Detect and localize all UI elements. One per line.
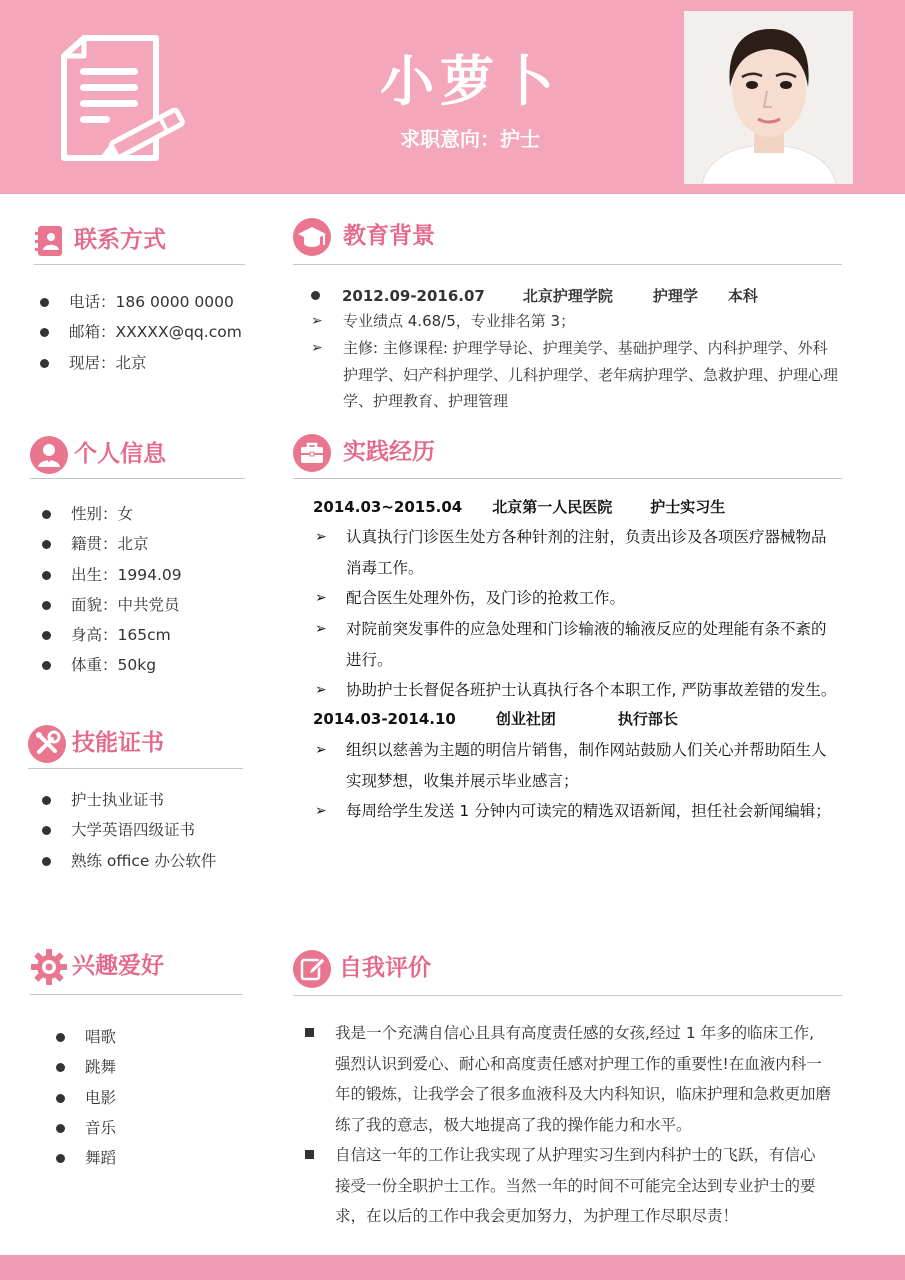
education-gpa: 专业绩点 4.68/5，专业排名第 3； <box>343 312 576 330</box>
arrow-bullet-icon: ➢ <box>315 742 327 758</box>
education-courses-line: 主修: 主修课程: 护理学导论、护理美学、基础护理学、内科护理学、外科 <box>343 339 828 357</box>
experience-item: 配合医生处理外伤，及门诊的抢救工作。 <box>346 589 626 607</box>
bullet-icon <box>42 540 51 549</box>
edit-icon <box>293 950 331 988</box>
bullet-icon <box>56 1094 65 1103</box>
list-item: 熟练 office 办公软件 <box>71 846 216 876</box>
bullet-icon <box>42 796 51 805</box>
divider <box>30 478 245 479</box>
list-item: 籍贯：北京 <box>71 529 182 559</box>
arrow-bullet-icon: ➢ <box>315 529 327 545</box>
experience-item: 组织以慈善为主题的明信片销售，制作网站鼓励人们关心并帮助陌生人 实现梦想，收集并展示毕业感言； <box>346 741 827 790</box>
job-role: 护士实习生 <box>650 498 726 516</box>
personal-list <box>71 499 182 681</box>
list-item: 音乐 <box>85 1113 116 1143</box>
job-header <box>313 494 725 520</box>
list-item: 跳舞 <box>85 1052 116 1082</box>
header-banner <box>0 0 905 194</box>
address-book-icon <box>34 224 66 258</box>
list-item: 护士执业证书 <box>71 785 216 815</box>
bullet-icon <box>42 661 51 670</box>
list-item: 舞蹈 <box>85 1143 116 1173</box>
list-item: 身高：165cm <box>71 620 182 650</box>
tools-icon <box>28 725 66 763</box>
list-item: 电影 <box>85 1083 116 1113</box>
contact-email: 邮箱：XXXXX@qq.com <box>69 317 242 347</box>
list-item: 面貌：中共党员 <box>71 590 182 620</box>
list-item: 大学英语四级证书 <box>71 815 216 845</box>
contact-list <box>69 287 242 378</box>
section-hobbies-header <box>30 948 243 992</box>
bullet-icon <box>56 1033 65 1042</box>
job-org: 创业社团 <box>495 710 556 728</box>
arrow-bullet-icon: ➢ <box>315 803 327 819</box>
contact-location: 现居：北京 <box>69 348 242 378</box>
bullet-icon <box>42 857 51 866</box>
bullet-icon <box>42 571 51 580</box>
bullet-icon <box>40 328 49 337</box>
section-self-eval-header <box>293 950 842 994</box>
arrow-bullet-icon: ➢ <box>315 621 327 637</box>
job-role: 执行部长 <box>617 710 678 728</box>
briefcase-icon <box>293 434 331 472</box>
section-skills-title: 技能证书 <box>72 730 164 756</box>
list-item: 性别：女 <box>71 499 182 529</box>
contact-phone: 电话：186 0000 0000 <box>69 287 242 317</box>
bullet-icon <box>40 359 49 368</box>
arrow-bullet-icon: ➢ <box>311 340 323 356</box>
bullet-icon <box>311 291 320 300</box>
section-personal-header <box>30 436 245 480</box>
arrow-bullet-icon: ➢ <box>311 313 323 329</box>
square-bullet-icon <box>305 1150 314 1159</box>
arrow-bullet-icon: ➢ <box>315 682 327 698</box>
candidate-name: 小萝卜 <box>380 50 560 113</box>
education-courses-line: 学、护理教育、护理管理 <box>343 392 509 410</box>
self-eval-item: 自信这一年的工作让我实现了从护理实习生到内科护士的飞跃，有信心 接受一份全职护士工作。当然一年的时间不可能完全达到专业护士的要 求，在以后的工作中我会更加努力，为护理工作尽职尽责！ <box>335 1146 816 1225</box>
bullet-icon <box>42 826 51 835</box>
job-org: 北京第一人民医院 <box>492 498 613 516</box>
bullet-icon <box>56 1124 65 1133</box>
bullet-icon <box>42 601 51 610</box>
section-education-header <box>293 218 842 262</box>
bullet-icon <box>40 298 49 307</box>
education-degree: 本科 <box>727 287 758 305</box>
person-icon <box>30 436 68 474</box>
divider <box>28 768 243 769</box>
list-item: 唱歌 <box>85 1022 116 1052</box>
education-school: 北京护理学院 <box>522 287 613 305</box>
section-skills-header <box>28 725 243 769</box>
arrow-bullet-icon: ➢ <box>315 590 327 606</box>
section-practice-title: 实践经历 <box>343 439 435 465</box>
bullet-icon <box>42 631 51 640</box>
gear-icon <box>30 948 68 986</box>
divider <box>293 264 842 265</box>
profile-photo <box>684 11 853 184</box>
section-self-eval-title: 自我评价 <box>339 955 431 981</box>
divider <box>30 994 243 995</box>
education-period: 2012.09-2016.07 <box>342 287 485 305</box>
section-hobbies-title: 兴趣爱好 <box>72 953 164 979</box>
section-contact-title: 联系方式 <box>74 227 166 253</box>
bullet-icon <box>56 1154 65 1163</box>
job-intent: 求职意向：护士 <box>400 127 540 151</box>
divider <box>34 264 245 265</box>
skills-list <box>71 785 216 876</box>
divider <box>293 995 842 996</box>
job-header <box>313 706 678 732</box>
hobbies-list <box>85 1022 116 1173</box>
experience-item: 每周给学生发送 1 分钟内可读完的精选双语新闻，担任社会新闻编辑； <box>346 802 831 820</box>
list-item: 体重：50kg <box>71 650 182 680</box>
divider <box>293 478 842 479</box>
job-period: 2014.03-2014.10 <box>313 710 456 728</box>
job-period: 2014.03~2015.04 <box>313 498 463 516</box>
self-eval-item: 我是一个充满自信心且具有高度责任感的女孩,经过 1 年多的临床工作, 强烈认识到爱心、耐心和高度责任感对护理工作的重要性!在血液内科一 年的锻炼，让我学会了很多血液科及大内科知识，临床护理和急救更加磨 练了我的意志，极大地提高了我的操作能力和水平。 <box>335 1024 832 1134</box>
experience-item: 对院前突发事件的应急处理和门诊输液的输液反应的处理能有条不紊的 进行。 <box>346 620 827 669</box>
bullet-icon <box>56 1063 65 1072</box>
section-practice-header <box>293 434 842 478</box>
bullet-icon <box>42 510 51 519</box>
experience-item: 认真执行门诊医生处方各种针剂的注射，负责出诊及各项医疗器械物品 消毒工作。 <box>346 528 827 577</box>
section-contact-header <box>34 222 245 266</box>
resume-document-icon <box>56 34 196 166</box>
footer-bar <box>0 1255 905 1280</box>
list-item: 出生：1994.09 <box>71 560 182 590</box>
education-major: 护理学 <box>652 287 698 305</box>
education-summary <box>342 282 758 310</box>
section-personal-title: 个人信息 <box>74 441 166 467</box>
graduation-cap-icon <box>293 218 331 256</box>
experience-item: 协助护士长督促各班护士认真执行各个本职工作, 严防事故差错的发生。 <box>346 681 837 699</box>
square-bullet-icon <box>305 1028 314 1037</box>
education-courses-line: 护理学、妇产科护理学、儿科护理学、老年病护理学、急救护理、护理心理 <box>343 366 839 384</box>
section-education-title: 教育背景 <box>343 223 435 249</box>
